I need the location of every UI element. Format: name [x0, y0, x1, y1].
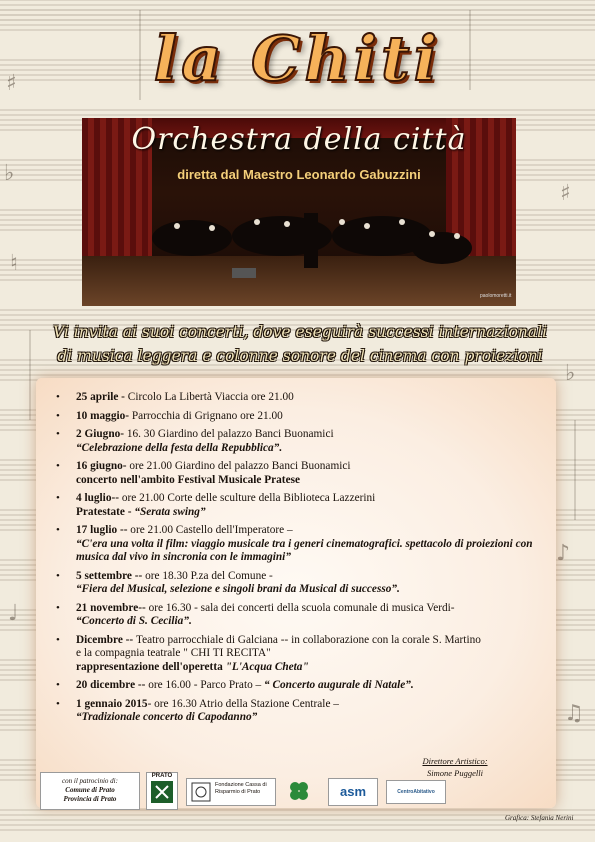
- list-item: • 4 luglio-- ore 21.00 Corte delle sculture della Biblioteca Lazzerini Pratestate - “Serata swing”: [50, 492, 545, 519]
- list-item: • 1 gennaio 2015- ore 16.30 Atrio della Stazione Centrale – “Tradizionale concerto di Capodanno”: [50, 698, 545, 725]
- svg-text:♯: ♯: [560, 181, 571, 206]
- list-item: • 25 aprile - Circolo La Libertà Viaccia ore 21.00: [50, 391, 545, 405]
- list-item: • 17 luglio -- ore 21.00 Castello dell'Imperatore – “C'era una volta il film: viaggio musicale tra i generi cinematografici. spettacolo di proiezioni con musica dal vivo in sincronia con le immagini”: [50, 524, 545, 565]
- fondazione-logo: Fondazione Cassa di Risparmio di Prato: [186, 778, 276, 806]
- svg-text:♮: ♮: [10, 251, 18, 276]
- director-label: Direttore Artistico:: [422, 756, 488, 766]
- list-item: • 5 settembre -- ore 18.30 P.za del Comune - “Fiera del Musical, selezione e singoli brani da Musical di successo”.: [50, 570, 545, 597]
- svg-text:♯: ♯: [6, 71, 17, 96]
- list-item: • Dicembre -- Teatro parrocchiale di Galciana -- in collaborazione con la corale S. Martino e la compagnia teatrale " CHI TI RECITA" rappresentazione dell'operetta "L'Acqua Cheta": [50, 634, 545, 675]
- photo-credit: paolomoretti.it: [480, 293, 512, 299]
- prato-emblem-icon: [147, 779, 177, 805]
- svg-text:♭: ♭: [4, 161, 15, 186]
- clover-logo: [284, 778, 324, 806]
- svg-text:♪: ♪: [556, 541, 571, 566]
- invitation-slogan: [30, 320, 570, 368]
- list-item: • 20 dicembre -- ore 16.00 - Parco Prato – “ Concerto augurale di Natale”.: [50, 679, 545, 693]
- director-name: Simone Puggelli: [427, 768, 483, 778]
- list-item: • 2 Giugno- 16. 30 Giardino del palazzo Banci Buonamici “Celebrazione della festa della Repubblica”.: [50, 428, 545, 455]
- prato-logo: PRATO: [146, 772, 178, 810]
- artistic-director: [410, 755, 500, 779]
- slogan-line-1: Vi invita ai suoi concerti, dove eseguirà successi internazionali: [52, 323, 548, 341]
- fondazione-emblem-icon: [190, 781, 212, 803]
- centro-logo: CentroAbitativo: [386, 780, 446, 804]
- clover-icon: [284, 778, 314, 804]
- patronage-box: con il patrocinio di: Comune di Prato Provincia di Prato: [40, 772, 140, 810]
- svg-text:♩: ♩: [8, 601, 19, 626]
- list-item: • 16 giugno- ore 21.00 Giardino del palazzo Banci Buonamici concerto nell'ambito Festival Musicale Pratese: [50, 460, 545, 487]
- list-item: • 10 maggio- Parrocchia di Grignano ore 21.00: [50, 410, 545, 424]
- asm-logo: asm: [328, 778, 378, 806]
- list-item: • 21 novembre-- ore 16.30 - sala dei concerti della scuola comunale di musica Verdi- “Concerto di S. Cecilia”.: [50, 602, 545, 629]
- orchestra-title: Orchestra della città: [131, 122, 467, 157]
- conductor-line: diretta dal Maestro Leonardo Gabuzzini: [177, 167, 421, 182]
- slogan-line-2: di musica leggera e colonne sonore del cinema con proiezioni: [57, 347, 543, 365]
- svg-text:♭: ♭: [565, 361, 576, 386]
- events-list: [50, 391, 545, 730]
- page-title: la Chiti: [153, 22, 442, 95]
- svg-text:♫: ♫: [564, 701, 584, 726]
- graphic-credit: Grafica: Stefania Nerini: [505, 814, 574, 822]
